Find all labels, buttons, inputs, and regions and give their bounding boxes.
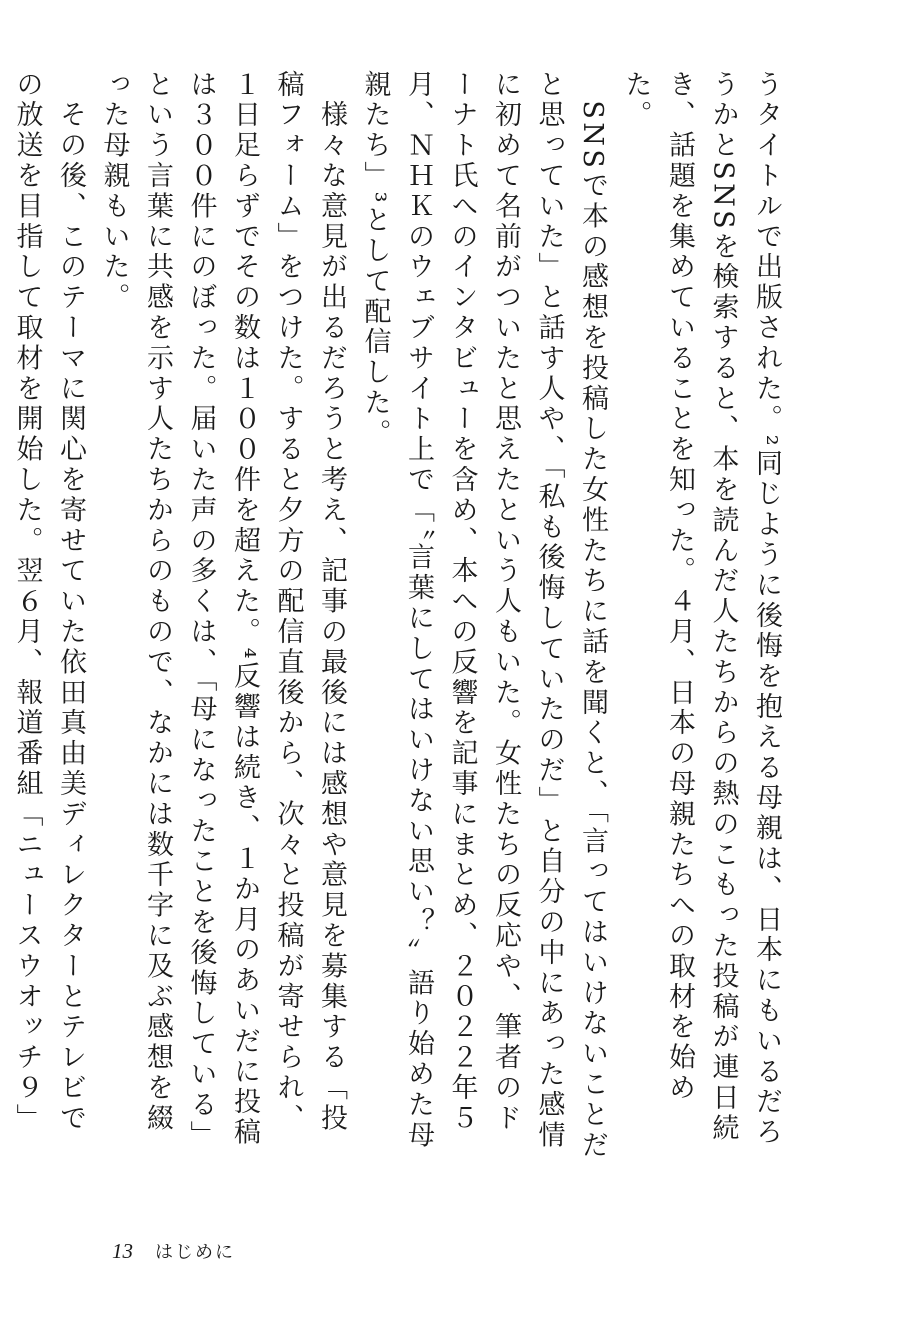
- paragraph: SNSで本の感想を投稿した女性たちに話を聞くと、「言ってはいけないことだと思っていた」と話す人や、「私も後悔していたのだ」と自分の中にあった感情に初めて名前がついたと思えたという人もいた。女性たちの反応や、筆者のドーナト氏へのインタビューを含め、本への反響を記事にまとめ、２０２２年５月、ＮＨＫのウェブサイト上で「〝言葉にしてはいけない思い？〟語り始めた母親たち」³として配信した。: [359, 70, 608, 1161]
- page-footer: [112, 1238, 235, 1268]
- paragraph: その後、このテーマに関心を寄せていた依田真由美ディレクターとテレビでの放送を目指して取材を開始した。翌６月、報道番組「ニュースウオッチ９」: [11, 70, 86, 1134]
- paragraph: 様々な意見が出るだろうと考え、記事の最後には感想や意見を募集する「投稿フォーム」をつけた。すると夕方の配信直後から、次々と投稿が寄せられ、１日足らずでその数は１００件を超えた。⁴反響は続き、１か月のあいだに投稿は３００件にのぼった。届いた声の多くは、「母になったことを後悔している」という言葉に共感を示す人たちからのもので、なかには数千字に及ぶ感想を綴った母親もいた。: [98, 70, 347, 1151]
- paragraph: うタイトルで出版された。²同じように後悔を抱える母親は、日本にもいるだろうかとSNSを検索すると、本を読んだ人たちからの熱のこもった投稿が連日続き、話題を集めていることを知った。４月、日本の母親たちへの取材を始めた。: [620, 70, 782, 1149]
- page-number: 13: [112, 1239, 133, 1263]
- running-head: はじめに: [155, 1242, 235, 1263]
- body-text: [11, 70, 788, 1162]
